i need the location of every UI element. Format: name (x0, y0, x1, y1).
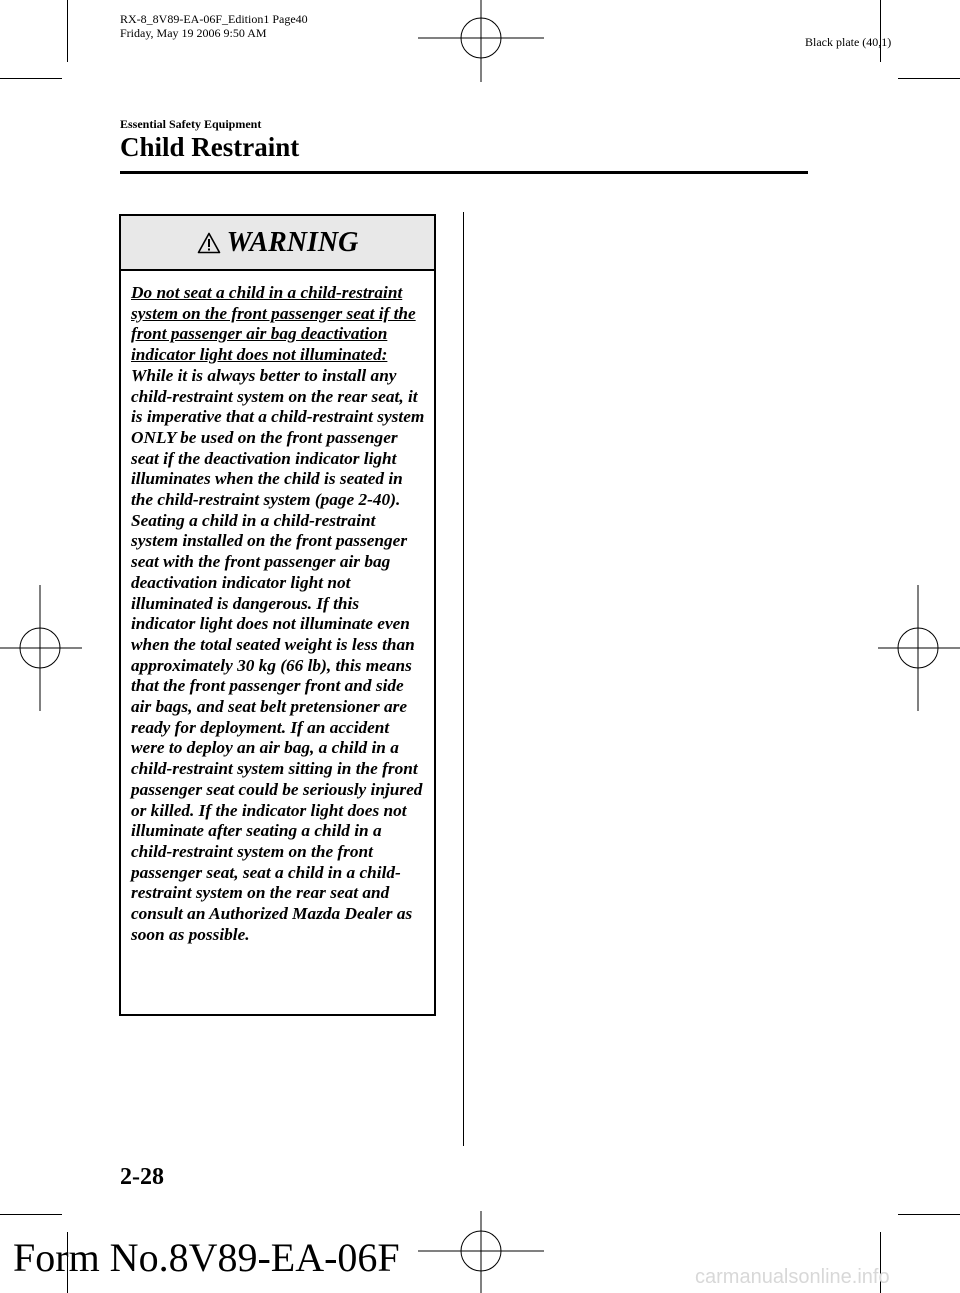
page-title: Child Restraint (120, 132, 300, 162)
crop-mark (898, 1214, 960, 1215)
plate-label: Black plate (40,1) (805, 35, 892, 49)
crop-mark (898, 78, 960, 79)
section-label: Essential Safety Equipment (120, 117, 262, 131)
file-date: Friday, May 19 2006 9:50 AM (120, 26, 267, 40)
registration-mark-bottom (418, 1211, 544, 1293)
column-divider (463, 212, 464, 1146)
file-name: RX-8_8V89-EA-06F_Edition1 Page40 (120, 12, 308, 26)
crop-mark (0, 1214, 62, 1215)
warning-text: While it is always better to install any child-restraint system on the rear seat, it is imperative that a child-restraint system ONLY be used on the front passenger seat if the deactivation indicator light illuminates when the child is seated in the child-restraint system (page 2-40). Seating a child in a child-restraint system installed on the front passenger seat with the front passenger air bag deactivation indicator light not illuminated is dangerous. If this indicator light does not illuminate even when the total seated weight is less than approximately 30 kg (66 lb), this means that the front passenger front and side air bags, and seat belt pretensioner are ready for deployment. If an accident were to deploy an air bag, a child in a child-restraint system sitting in the front passenger seat could be seriously injured or killed. If the indicator light does not illuminate after seating a child in a child-restraint system on the front passenger seat, seat a child in a child-restraint system on the rear seat and consult an Authorized Mazda Dealer as soon as possible. (131, 365, 425, 944)
title-rule (120, 171, 808, 174)
registration-mark-right (878, 585, 960, 711)
page-number: 2-28 (120, 1164, 164, 1190)
form-number: Form No.8V89-EA-06F (13, 1235, 400, 1280)
warning-triangle-icon (197, 232, 221, 254)
warning-header (121, 216, 434, 271)
registration-mark-top (418, 0, 544, 82)
warning-box (119, 214, 436, 1016)
warning-title: WARNING (226, 226, 359, 258)
crop-mark (880, 0, 881, 62)
file-info (120, 12, 308, 40)
watermark: carmanualsonline.info (695, 1266, 890, 1288)
warning-lead: Do not seat a child in a child-restraint system on the front passenger seat if the front passenger air bag deactivation indicator light does not illuminated: (131, 283, 416, 365)
warning-body (121, 271, 434, 946)
crop-mark (67, 0, 68, 62)
registration-mark-left (0, 585, 82, 711)
crop-mark (0, 78, 62, 79)
